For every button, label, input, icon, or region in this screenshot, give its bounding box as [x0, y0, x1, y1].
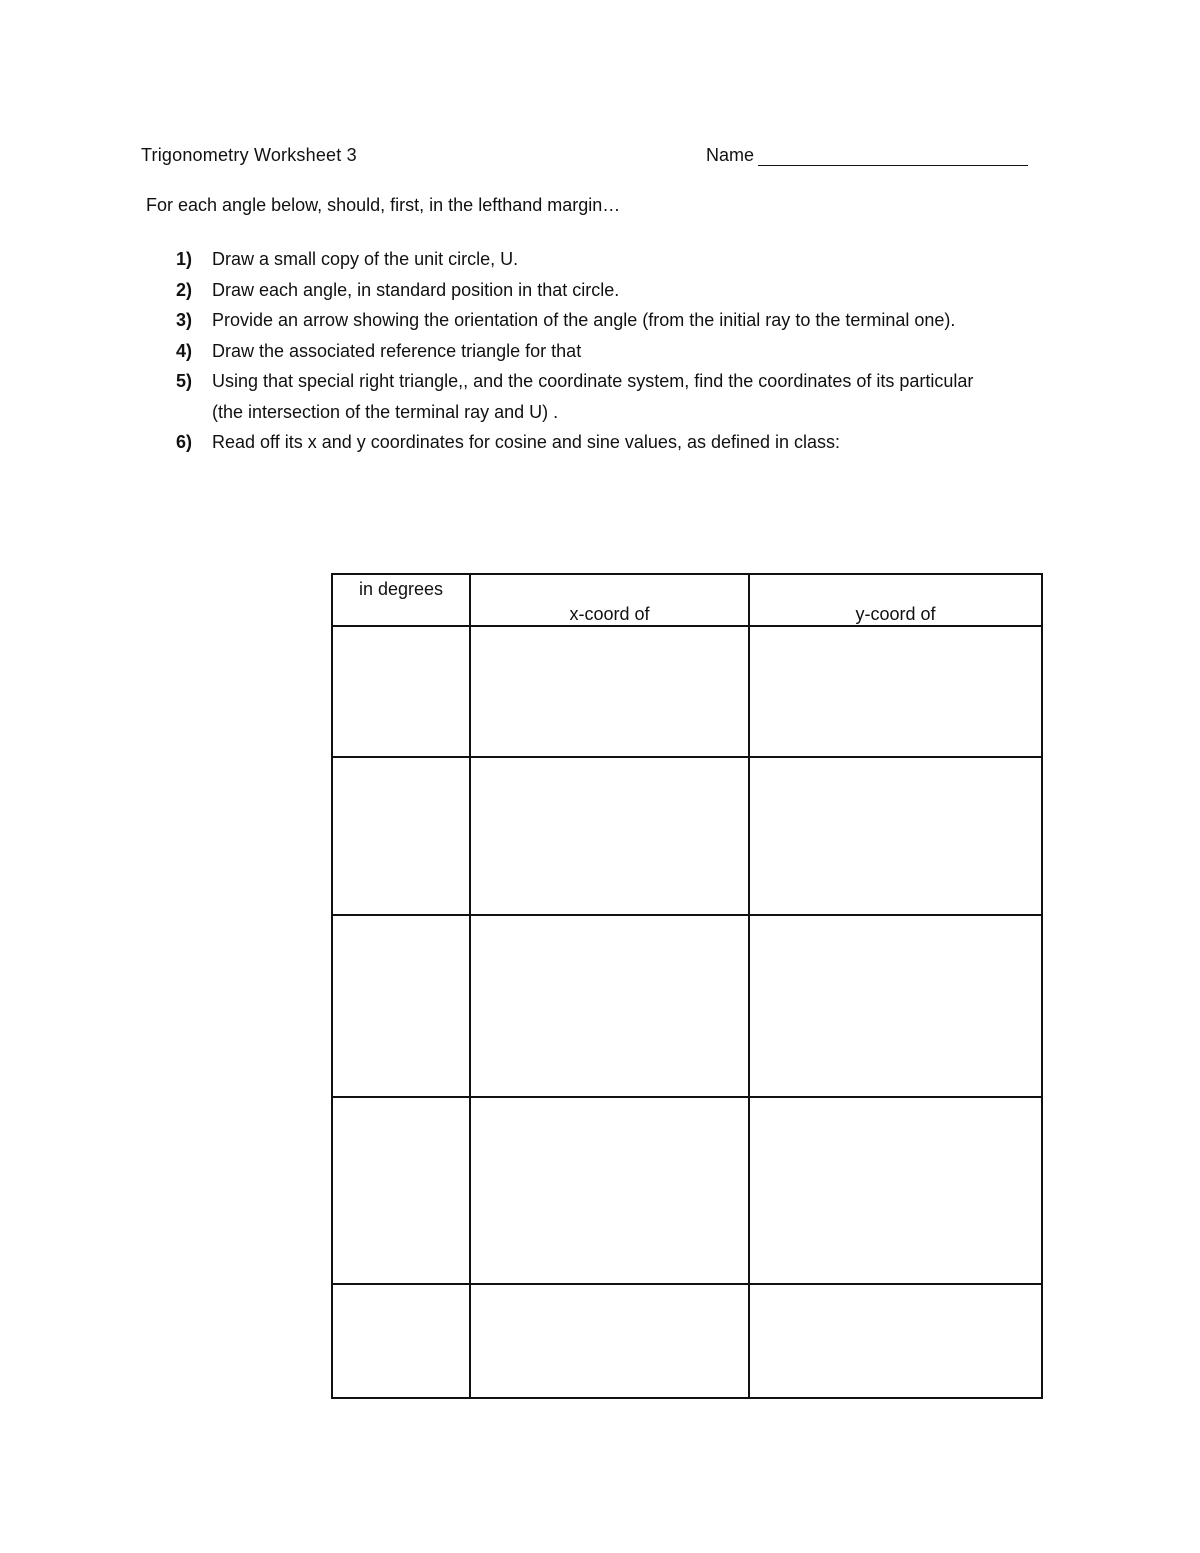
angle-cell[interactable]	[332, 626, 470, 757]
step-number: 1)	[176, 249, 193, 269]
answer-table	[331, 573, 1043, 1399]
name-field[interactable]	[706, 145, 1028, 166]
y-coord-cell[interactable]	[749, 915, 1042, 1097]
instruction-step	[176, 366, 1092, 427]
step-text: Using that special right triangle,, and the coordinate system, find the coordinates of its particular (the intersection of the terminal ray and U) .	[212, 371, 974, 422]
angle-cell[interactable]	[332, 915, 470, 1097]
step-text: Draw the associated reference triangle for that	[212, 340, 582, 361]
y-coord-cell[interactable]	[749, 626, 1042, 757]
x-coord-cell[interactable]	[470, 1284, 749, 1398]
step-text: Provide an arrow showing the orientation of the angle (from the initial ray to the terminal one).	[212, 310, 956, 330]
x-coord-cell[interactable]	[470, 1097, 749, 1284]
table-row	[332, 1284, 1042, 1398]
step-text: Draw a small copy of the unit circle, U.	[212, 249, 519, 269]
x-coord-cell[interactable]	[470, 915, 749, 1097]
instruction-step	[176, 275, 1092, 306]
angle-cell[interactable]	[332, 757, 470, 915]
step-number: 2)	[176, 279, 193, 300]
instruction-list	[176, 244, 1092, 458]
x-coord-cell[interactable]	[470, 757, 749, 915]
table-header-row	[332, 574, 1042, 626]
name-label: Name	[706, 145, 755, 165]
instruction-step	[176, 305, 1092, 336]
instruction-step	[176, 427, 1092, 458]
step-text: Draw each angle, in standard position in that circle.	[212, 279, 620, 300]
page-title: Trigonometry Worksheet 3	[141, 145, 357, 165]
step-number: 5)	[176, 371, 193, 391]
y-coord-cell[interactable]	[749, 1284, 1042, 1398]
instruction-step	[176, 244, 1092, 275]
table-row	[332, 757, 1042, 915]
table-row	[332, 1097, 1042, 1284]
y-coord-cell[interactable]	[749, 1097, 1042, 1284]
y-coord-cell[interactable]	[749, 757, 1042, 915]
name-blank-line[interactable]	[758, 146, 1028, 166]
instructions-intro: For each angle below, should, first, in the lefthand margin…	[146, 195, 621, 215]
angle-cell[interactable]	[332, 1097, 470, 1284]
step-number: 4)	[176, 340, 193, 361]
header-in-degrees: in degrees	[332, 574, 470, 626]
step-text: Read off its x and y coordinates for cosine and sine values, as defined in class:	[212, 432, 841, 452]
table-row	[332, 626, 1042, 757]
angle-cell[interactable]	[332, 1284, 470, 1398]
x-coord-cell[interactable]	[470, 626, 749, 757]
header-y-coord: y-coord of	[749, 574, 1042, 626]
step-number: 6)	[176, 432, 193, 452]
header-x-coord: x-coord of	[470, 574, 749, 626]
table-row	[332, 915, 1042, 1097]
instruction-step	[176, 336, 1092, 367]
step-number: 3)	[176, 310, 193, 330]
